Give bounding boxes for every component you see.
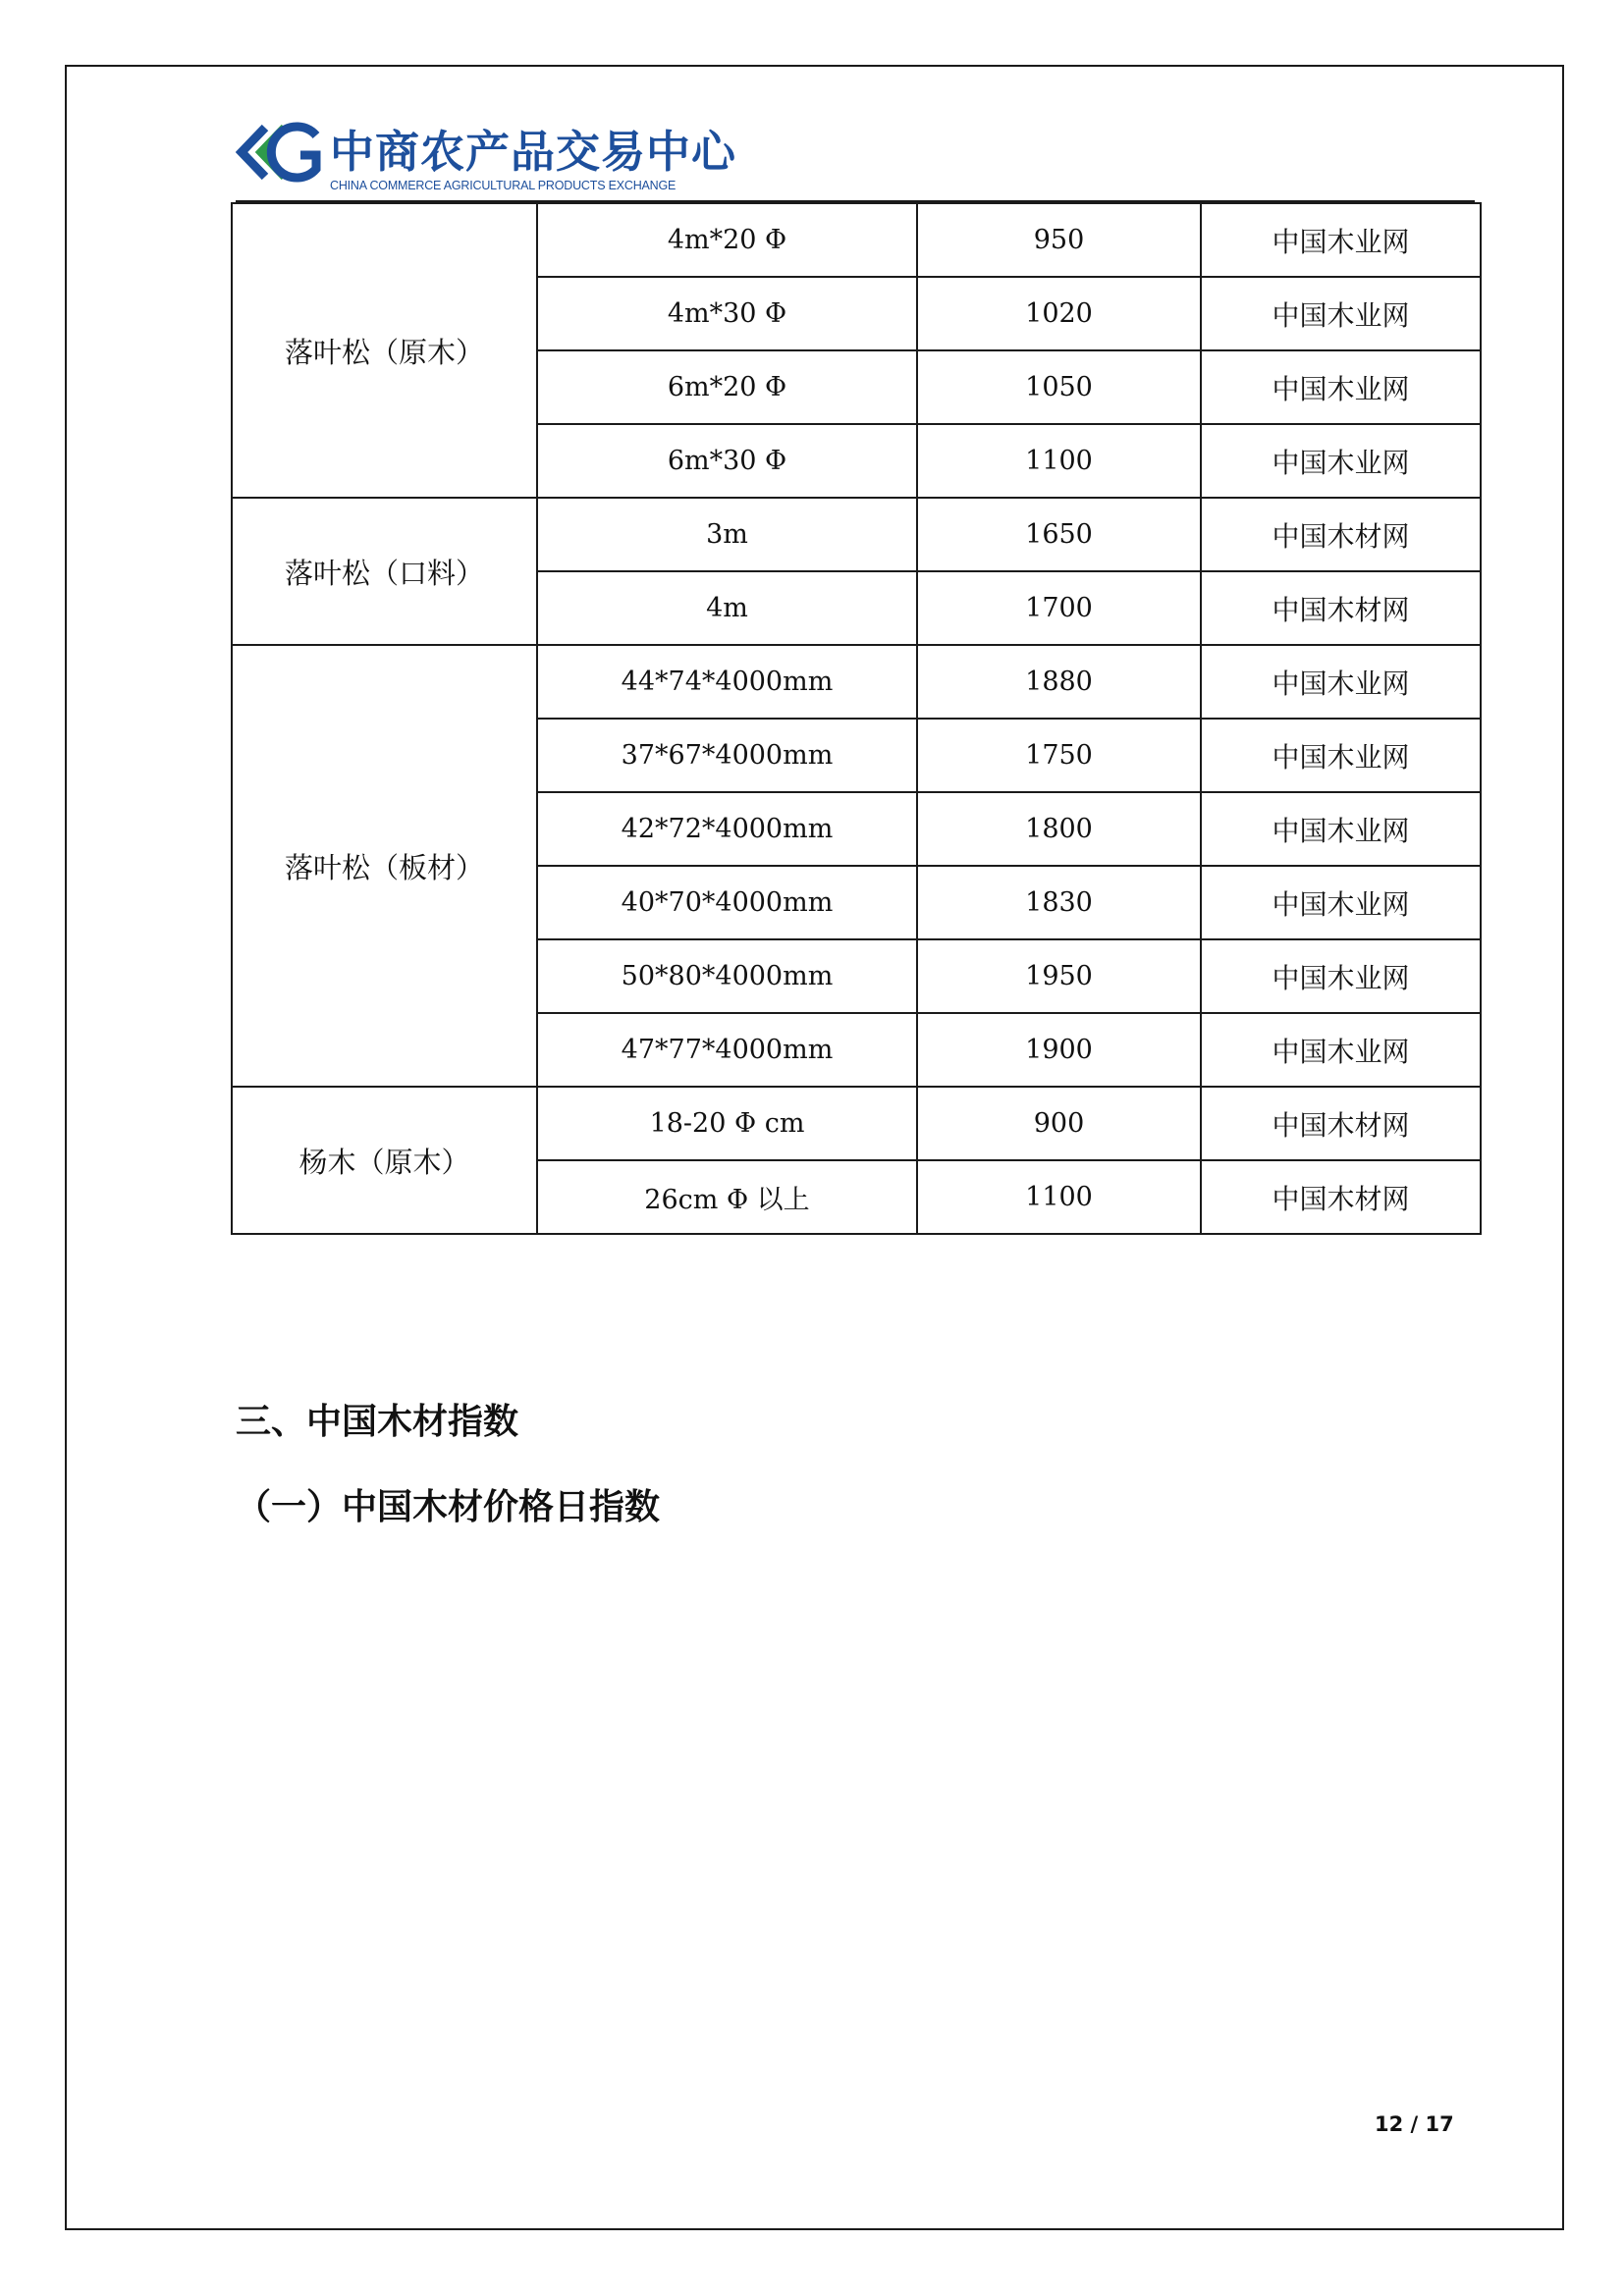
- source-cell: 中国木材网: [1201, 1160, 1481, 1234]
- source-cell: 中国木材网: [1201, 571, 1481, 645]
- source-cell: 中国木业网: [1201, 424, 1481, 498]
- table-row: [232, 645, 1481, 719]
- price-cell: 950: [917, 203, 1201, 277]
- price-cell: 1750: [917, 719, 1201, 792]
- spec-cell: 47*77*4000mm: [537, 1013, 917, 1087]
- spec-cell: 42*72*4000mm: [537, 792, 917, 866]
- variety-cell: 杨木（原木）: [232, 1087, 537, 1234]
- variety-cell: 落叶松（口料）: [232, 498, 537, 645]
- source-cell: 中国木业网: [1201, 939, 1481, 1013]
- price-cell: 1900: [917, 1013, 1201, 1087]
- price-cell: 1100: [917, 424, 1201, 498]
- price-table: [231, 202, 1482, 1235]
- price-cell: 1100: [917, 1160, 1201, 1234]
- spec-cell: 3m: [537, 498, 917, 571]
- price-cell: 1830: [917, 866, 1201, 939]
- spec-cell: 18-20 Φ cm: [537, 1087, 917, 1160]
- table-row: [232, 498, 1481, 571]
- price-cell: 900: [917, 1087, 1201, 1160]
- price-cell: 1950: [917, 939, 1201, 1013]
- price-cell: 1700: [917, 571, 1201, 645]
- sub-heading: （一）中国木材价格日指数: [236, 1487, 661, 1527]
- logo-icon: [236, 120, 322, 185]
- source-cell: 中国木业网: [1201, 719, 1481, 792]
- source-cell: 中国木业网: [1201, 203, 1481, 277]
- source-cell: 中国木业网: [1201, 792, 1481, 866]
- variety-cell: 落叶松（板材）: [232, 645, 537, 1087]
- price-cell: 1020: [917, 277, 1201, 350]
- spec-cell: 4m: [537, 571, 917, 645]
- source-cell: 中国木业网: [1201, 350, 1481, 424]
- logo-subtitle: CHINA COMMERCE AGRICULTURAL PRODUCTS EXCHANGE: [330, 179, 677, 192]
- spec-cell: 37*67*4000mm: [537, 719, 917, 792]
- table-row: [232, 1087, 1481, 1160]
- price-cell: 1800: [917, 792, 1201, 866]
- section-heading: 三、中国木材指数: [236, 1402, 519, 1442]
- spec-cell: 6m*20 Φ: [537, 350, 917, 424]
- spec-cell: 40*70*4000mm: [537, 866, 917, 939]
- spec-cell: 4m*30 Φ: [537, 277, 917, 350]
- spec-cell: 6m*30 Φ: [537, 424, 917, 498]
- source-cell: 中国木业网: [1201, 277, 1481, 350]
- source-cell: 中国木业网: [1201, 1013, 1481, 1087]
- price-cell: 1650: [917, 498, 1201, 571]
- source-cell: 中国木材网: [1201, 498, 1481, 571]
- variety-cell: 落叶松（原木）: [232, 203, 537, 498]
- spec-cell: 44*74*4000mm: [537, 645, 917, 719]
- source-cell: 中国木业网: [1201, 866, 1481, 939]
- spec-cell: 26cm Φ 以上: [537, 1160, 917, 1234]
- source-cell: 中国木业网: [1201, 645, 1481, 719]
- header: [236, 116, 1475, 200]
- spec-cell: 4m*20 Φ: [537, 203, 917, 277]
- table-row: [232, 203, 1481, 277]
- spec-cell: 50*80*4000mm: [537, 939, 917, 1013]
- page-number: 12 / 17: [1375, 2112, 1454, 2136]
- price-cell: 1050: [917, 350, 1201, 424]
- logo-title: 中商农产品交易中心: [330, 126, 737, 178]
- price-cell: 1880: [917, 645, 1201, 719]
- source-cell: 中国木材网: [1201, 1087, 1481, 1160]
